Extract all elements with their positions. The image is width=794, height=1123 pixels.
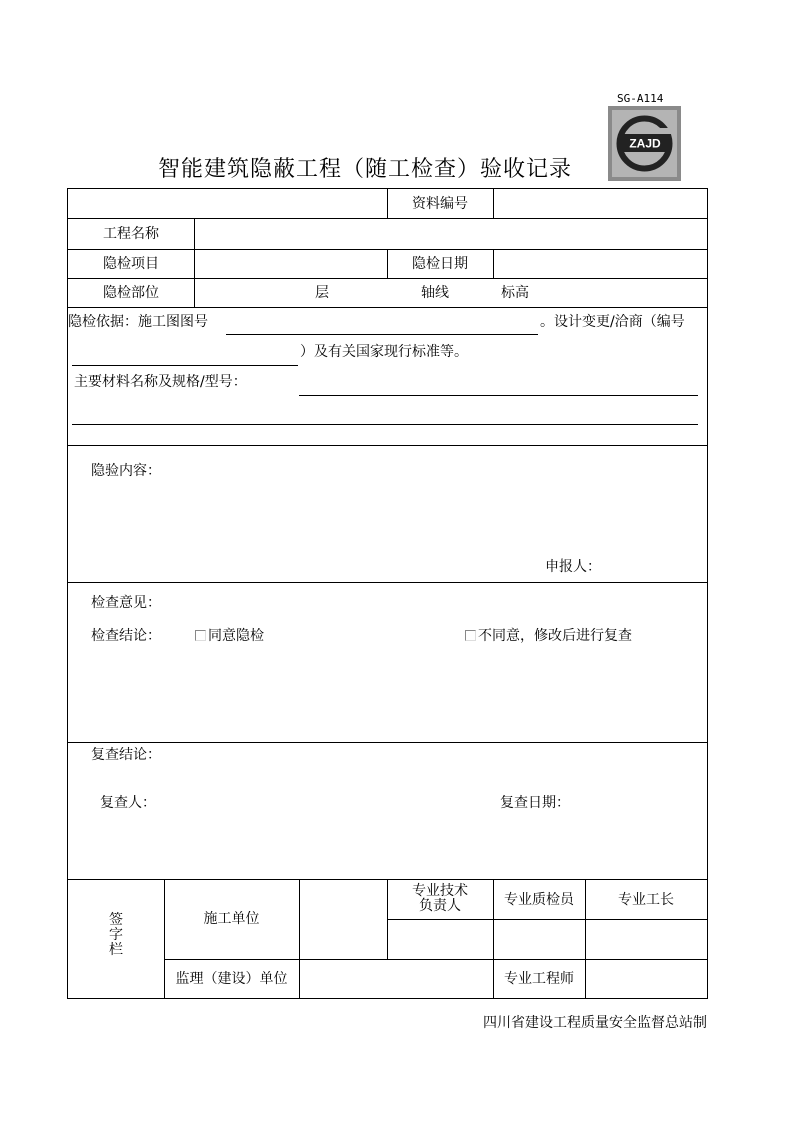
inspection-item-field[interactable]	[195, 250, 386, 277]
row-divider	[68, 307, 707, 308]
tech-lead-signature-field[interactable]	[388, 920, 492, 958]
inspection-opinion-label: 检查意见：	[91, 595, 161, 611]
form-code: SG-A114	[617, 92, 664, 105]
svg-text:ZAJD: ZAJD	[629, 136, 661, 151]
issuer-footer: 四川省建设工程质量安全监督总站制	[483, 1015, 707, 1031]
quality-inspector-label: 专业质检员	[504, 892, 574, 908]
change-number-blank[interactable]	[72, 365, 298, 366]
materials-blank-2[interactable]	[72, 424, 698, 425]
drawing-number-blank[interactable]	[226, 334, 538, 335]
recheck-person-label: 复查人：	[100, 795, 156, 811]
inspection-item-label: 隐检项目	[103, 256, 159, 272]
tech-lead-label: 专业技术 负责人	[412, 883, 468, 914]
basis-middle: 。设计变更/洽商（编号	[540, 314, 685, 330]
foreman-signature-field[interactable]	[586, 920, 706, 958]
disagree-checkbox[interactable]	[465, 630, 476, 641]
construction-unit-field[interactable]	[300, 880, 386, 958]
row-divider	[68, 742, 707, 743]
inspection-date-field[interactable]	[494, 250, 706, 277]
disagree-option[interactable]	[465, 628, 632, 644]
inspection-date-label: 隐检日期	[412, 256, 468, 272]
inspection-location-label: 隐检部位	[103, 285, 159, 301]
file-number-label: 资料编号	[412, 196, 468, 212]
recheck-conclusion-label: 复查结论：	[91, 747, 161, 763]
reporter-label: 申报人：	[545, 559, 601, 575]
basis-suffix: ）及有关国家现行标准等。	[300, 344, 468, 360]
elevation-label: 标高	[501, 285, 529, 301]
project-name-label: 工程名称	[103, 226, 159, 242]
construction-unit-label: 施工单位	[203, 911, 260, 927]
quality-inspector-signature-field[interactable]	[494, 920, 584, 958]
file-number-field[interactable]	[494, 190, 706, 217]
supervision-unit-label: 监理（建设）单位	[175, 971, 288, 987]
foreman-label: 专业工长	[618, 892, 674, 908]
materials-label: 主要材料名称及规格/型号：	[74, 374, 247, 390]
row-divider	[68, 278, 707, 279]
inspection-conclusion-label: 检查结论：	[91, 628, 161, 644]
floor-label: 层	[315, 285, 329, 301]
agree-label: 同意隐检	[208, 628, 264, 644]
supervision-unit-field[interactable]	[300, 960, 492, 997]
signature-column-label: 签字栏	[109, 912, 123, 958]
disagree-label: 不同意，修改后进行复查	[478, 628, 632, 644]
recheck-date-label: 复查日期：	[500, 795, 570, 811]
row-divider	[68, 445, 707, 446]
content-label: 隐验内容：	[91, 463, 161, 479]
zajd-logo	[608, 106, 681, 181]
row-divider	[68, 582, 707, 583]
axis-label: 轴线	[421, 285, 449, 301]
agree-option[interactable]	[195, 628, 264, 644]
agree-checkbox[interactable]	[195, 630, 206, 641]
basis-prefix: 隐检依据：施工图图号	[68, 314, 208, 330]
materials-blank[interactable]	[299, 395, 698, 396]
engineer-signature-field[interactable]	[586, 960, 706, 997]
engineer-label: 专业工程师	[504, 971, 574, 987]
project-name-field[interactable]	[195, 219, 706, 248]
form-table	[67, 188, 708, 999]
document-title: 智能建筑隐蔽工程（随工检查）验收记录	[158, 157, 573, 182]
